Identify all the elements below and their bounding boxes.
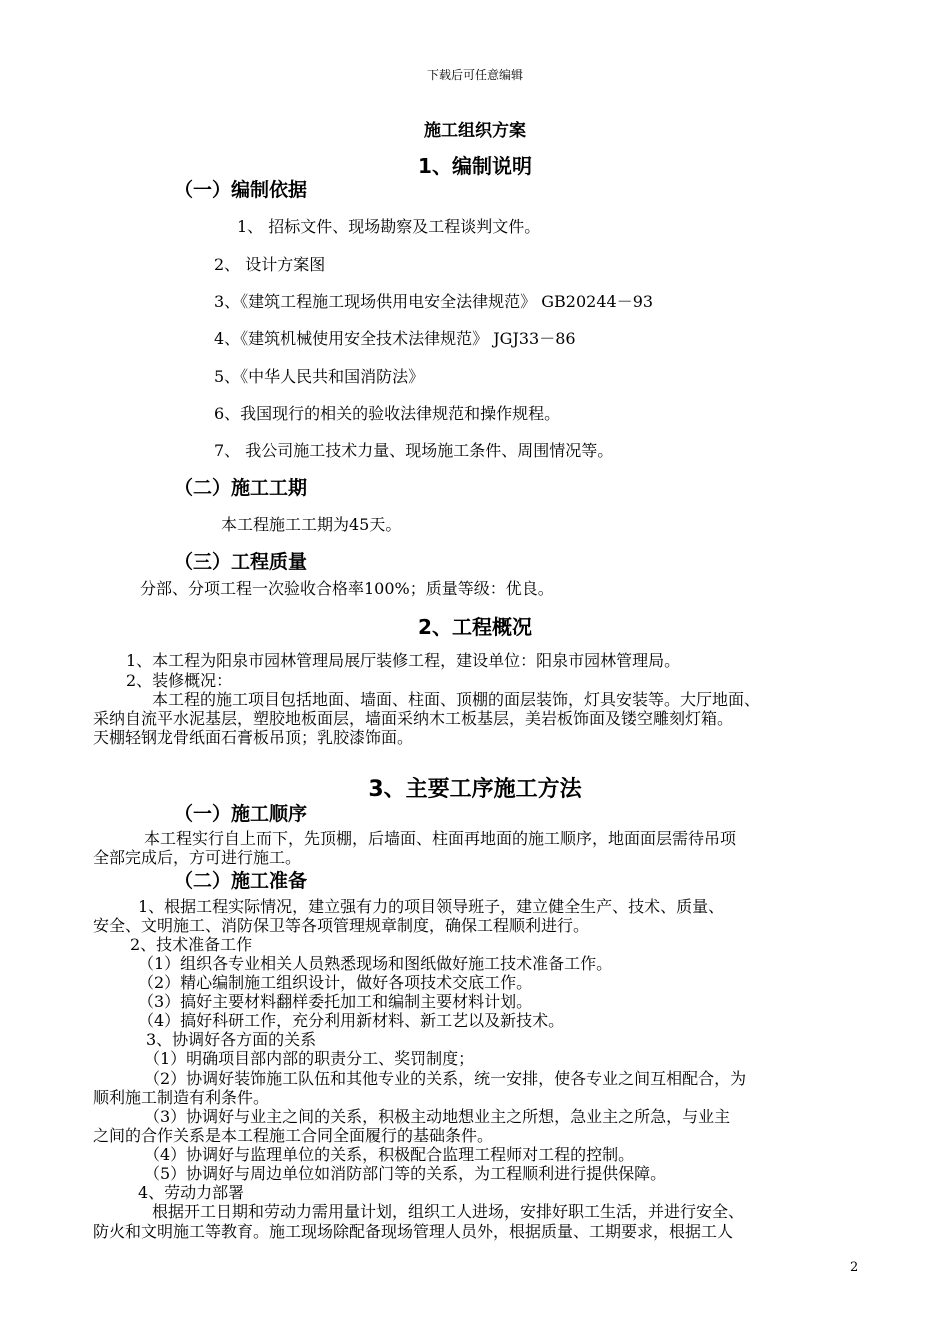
list-item: 4、《建筑机械使用安全技术法律规范》 JGJ33－86 (214, 329, 576, 348)
paragraph-line: 防火和文明施工等教育。施工现场除配备现场管理人员外，根据质量、工期要求，根据工人 (93, 1222, 734, 1241)
document-title: 施工组织方案 (424, 121, 526, 141)
paragraph-line: 安全、文明施工、消防保卫等各项管理规章制度，确保工程顺利进行。 (93, 916, 590, 935)
subsection-heading: （一）施工顺序 (174, 803, 308, 825)
list-item: 2、 设计方案图 (214, 255, 326, 274)
subsection-heading: （一）编制依据 (174, 179, 308, 201)
page-number: 2 (850, 1260, 859, 1275)
paragraph-line: （1）明确项目部内部的职责分工、奖罚制度； (144, 1049, 475, 1068)
paragraph-line: 全部完成后，方可进行施工。 (93, 848, 302, 867)
list-item: 7、 我公司施工技术力量、现场施工条件、周围情况等。 (214, 441, 614, 460)
paragraph-line: 1、根据工程实际情况，建立强有力的项目领导班子，建立健全生产、技术、质量、 (138, 897, 725, 916)
paragraph-line: （5）协调好与周边单位如消防部门等的关系，为工程顺利进行提供保障。 (144, 1164, 667, 1183)
list-item: 6、我国现行的相关的验收法律规范和操作规程。 (214, 404, 561, 423)
paragraph-line: （1）组织各专业相关人员熟悉现场和图纸做好施工技术准备工作。 (138, 954, 613, 973)
list-item: 3、《建筑工程施工现场供用电安全法律规范》 GB20244－93 (214, 292, 654, 311)
list-item: 5、《中华人民共和国消防法》 (214, 367, 425, 386)
subsection-heading: （二）施工工期 (174, 477, 308, 499)
section-heading: 1、编制说明 (418, 154, 532, 178)
subsection-heading: （三）工程质量 (174, 551, 308, 573)
paragraph-line: （4）搞好科研工作，充分利用新材料、新工艺以及新技术。 (138, 1011, 565, 1030)
section-heading: 2、工程概况 (418, 615, 532, 639)
paragraph-line: （4）协调好与监理单位的关系，积极配合监理工程师对工程的控制。 (144, 1145, 635, 1164)
page-header: 下载后可任意编辑 (426, 68, 523, 82)
paragraph-line: 之间的合作关系是本工程施工合同全面履行的基础条件。 (93, 1126, 494, 1145)
paragraph-line: 根据开工日期和劳动力需用量计划，组织工人进场，安排好职工生活，并进行安全、 (152, 1202, 745, 1221)
subsection-heading: （二）施工准备 (174, 870, 308, 892)
paragraph-line: （2）协调好装饰施工队伍和其他专业的关系，统一安排，使各专业之间互相配合，为 (144, 1069, 747, 1088)
paragraph: 分部、分项工程一次验收合格率100%；质量等级：优良。 (140, 579, 554, 598)
paragraph-line: （2）精心编制施工组织设计，做好各项技术交底工作。 (138, 973, 533, 992)
paragraph-line: 采纳自流平水泥基层，塑胶地板面层，墙面采纳木工板基层，美岩板饰面及镂空雕刻灯箱。 (93, 709, 734, 728)
paragraph-line: （3）搞好主要材料翻样委托加工和编制主要材料计划。 (138, 992, 533, 1011)
paragraph-line: 2、技术准备工作 (130, 935, 253, 954)
paragraph-line: 4、劳动力部署 (138, 1183, 245, 1202)
paragraph-line: 顺利施工制造有利条件。 (93, 1088, 270, 1107)
paragraph-line: （3）协调好与业主之间的关系，积极主动地想业主之所想，急业主之所急，与业主 (144, 1107, 731, 1126)
list-item: 1、 招标文件、现场勘察及工程谈判文件。 (237, 217, 541, 236)
paragraph-line: 3、协调好各方面的关系 (146, 1030, 317, 1049)
paragraph-line: 2、装修概况： (126, 671, 233, 690)
paragraph-line: 本工程的施工项目包括地面、墙面、柱面、顶棚的面层装饰，灯具安装等。大厅地面、 (152, 690, 761, 709)
paragraph-line: 本工程实行自上而下，先顶棚，后墙面、柱面再地面的施工顺序，地面面层需待吊项 (144, 829, 737, 848)
paragraph: 本工程施工工期为45天。 (221, 515, 402, 534)
paragraph-line: 天棚轻钢龙骨纸面石膏板吊顶；乳胶漆饰面。 (93, 728, 414, 747)
section-heading: 3、主要工序施工方法 (368, 777, 582, 802)
paragraph-line: 1、本工程为阳泉市园林管理局展厅装修工程，建设单位：阳泉市园林管理局。 (126, 651, 681, 670)
